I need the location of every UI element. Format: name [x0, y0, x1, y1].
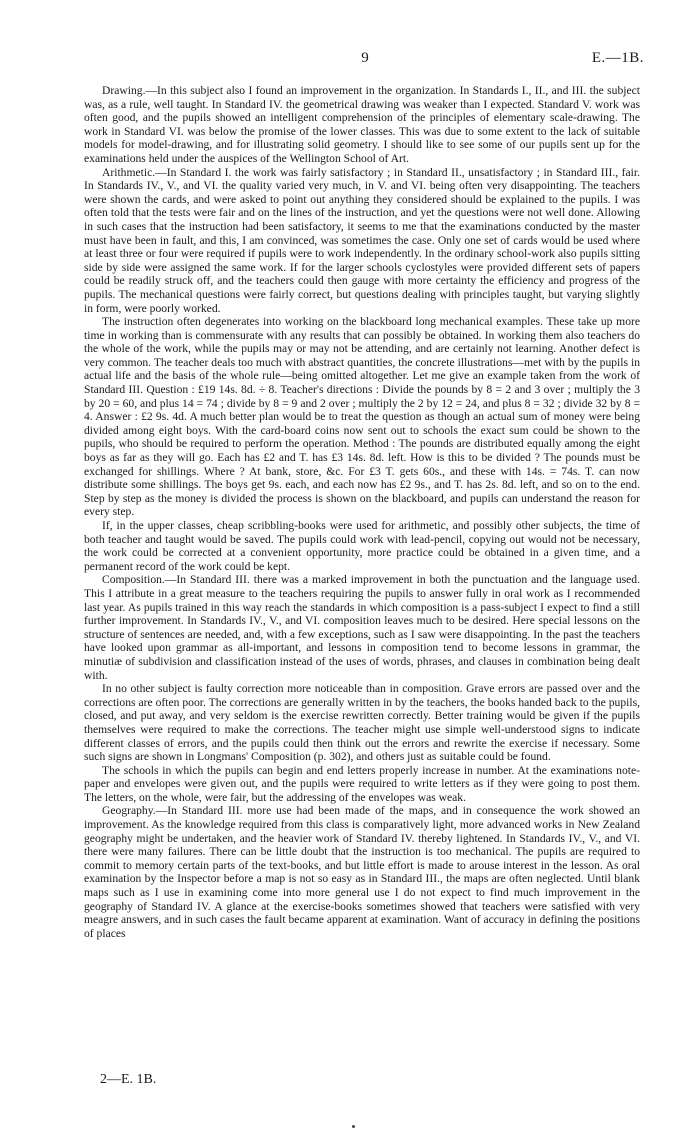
paragraph-correction: In no other subject is faulty correction more noticeable than in composition. Grave errors are passed over and the corrections are often poor. The corrections are generally written in by the teachers, the books handed back to the pupils, closed, and put away, and very seldom is the exercise rewritten correctly. Better training would be given if the pupils themselves were required to make the corrections. The teacher might use simple well-understood signs to indicate different classes of errors, and the pupils could then think out the errors and rewrite the exercise if necessary. Some such signs are shown in Longmans' Composition (p. 302), and others just as suitable could be found. — [84, 682, 640, 764]
page-number: 9 — [361, 50, 369, 66]
signature-mark: 2—E. 1B. — [100, 1072, 157, 1087]
paragraph-scribbling-books: If, in the upper classes, cheap scribbling-books were used for arithmetic, and possibly other subjects, the time of both teacher and taught would be saved. The pupils could work with lead-pencil, copying out would not be necessary, the work could be corrected at a convenient opportunity, more practice could be obtained in a given time, and a permanent record of the work could be kept. — [84, 519, 640, 573]
body-text — [84, 84, 640, 940]
document-reference: E.—1B. — [591, 50, 644, 66]
paragraph-arithmetic: Arithmetic.—In Standard I. the work was fairly satisfactory ; in Standard II., unsatisfactory ; in Standard III., fair. In Standards IV., V., and VI. the quality varied very much, in V. and VI. being often very disappointing. The teachers were shown the cards, and were asked to point out anything they considered should be explained to the pupils. I was often told that the tests were fair and on the lines of the instruction, and yet the questions were not well done. Allowing in such cases that the instruction had been satisfactory, it seems to me that the examinations conducted by the master must have been in fault, and this, I am convinced, was sometimes the case. Only one set of cards would be used where at least three or four were required if pupils were to work independently. In the ordinary school-work also pupils sitting side by side were assigned the same work. If for the larger schools cyclostyles were provided different sets of papers could be readily struck off, and the teachers could then gauge with more certainty the efficiency and progress of the pupils. The mechanical questions were fairly correct, but questions dealing with principles taught, but varying slightly in form, were poorly worked. — [84, 165, 640, 315]
paragraph-drawing: Drawing.—In this subject also I found an improvement in the organization. In Standards I., II., and III. the subject was, as a rule, well taught. In Standard IV. the geometrical drawing was weaker than I expected. Standard V. work was often good, and the pupils showed an intelligent comprehension of the principles of elementary scale-drawing. The work in Standard VI. was below the promise of the lower classes. This was due to some extent to the lack of suitable models for model-drawing, and for illustrating solid geometry. I should like to see some of our pupils sent up for the examinations held under the auspices of the Wellington School of Art. — [84, 84, 640, 165]
paragraph-letters: The schools in which the pupils can begin and end letters properly increase in number. At the examinations note-paper and envelopes were given out, and the pupils were required to write letters as if they were going to post them. The letters, on the whole, were fair, but the addressing of the envelopes was weak. — [84, 763, 640, 804]
paragraph-geography: Geography.—In Standard III. more use had been made of the maps, and in consequence the work showed an improvement. As the knowledge required from this class is comparatively light, more advanced works in New Zealand geography might be undertaken, and the heavier work of Standard IV. thereby lightened. In Standards IV., V., and VI. there were many failures. There can be little doubt that the instruction is too mechanical. The pupils are required to commit to memory certain parts of the text-books, and but little effort is made to arouse interest in the lesson. As oral examination by the Inspector before a map is not so easy as in Standard III., the maps are often neglected. Until blank maps such as I use in examining come into more general use I do not expect to find much improvement in the geography of Standard IV. A glance at the exercise-books sometimes showed that teachers were satisfied with very meagre answers, and in such cases the fault became apparent at examination. Want of accuracy in defining the positions of places — [84, 804, 640, 940]
paragraph-composition: Composition.—In Standard III. there was a marked improvement in both the punctuation and the language used. This I attribute in a great measure to the teachers requiring the pupils to answer fully in oral work as I recommended last year. As pupils trained in this way reach the standards in which composition is a pass-subject I expect to find a still further improvement. In Standards IV., V., and VI. composition leaves much to be desired. Here special lessons on the structure of sentences are needed, and, with a few exceptions, such as I saw were disappointing. In the past the teachers have looked upon grammar as all-important, and lessons in composition tend to become lessons in grammar, the minutiæ of subdivision and classification instead of the uses of words, phrases, and clauses in combination being dealt with. — [84, 573, 640, 682]
paragraph-arithmetic-instruction: The instruction often degenerates into working on the blackboard long mechanical examples. These take up more time in working than is commensurate with any results that can possibly be obtained. In working them also teachers do the whole of the work, while the pupils may or may not be attending, and are certainly not learning. Another defect is very common. The teacher deals too much with abstract quantities, the concrete illustrations—met with by the pupils in actual life and the basis of the whole rule—being omitted altogether. Let me give an example taken from the work of Standard III. Question : £19 14s. 8d. ÷ 8. Teacher's directions : Divide the pounds by 8 = 2 and 3 over ; multiply the 3 by 20 = 60, and plus 14 = 74 ; divide by 8 = 9 and 2 over ; multiply the 2 by 12 = 24, and plus 8 = 32 ; divide 32 by 8 = 4. Answer : £2 9s. 4d. A much better plan would be to treat the question as though an actual sum of money were being divided among eight boys. With the card-board coins now sent out to schools the exact sum could be shown to the pupils, who should be required to perform the operation. Method : The pounds are distributed equally among the eight boys as far as they will go. Each has £2 and T. has £3 14s. 8d. left. How is this to be divided ? The pounds must be exchanged for shillings. Where ? At bank, store, &c. For £3 T. gets 60s., and these with 14s. = 74s. T. can now distribute some shillings. The boys get 9s. each, and each now has £2 9s., and T. has 2s. 8d. left, and so on to the end. Step by step as the money is divided the process is shown on the blackboard, and pupils can understand the reason for every step. — [84, 315, 640, 519]
decorative-dot — [352, 1125, 355, 1128]
page-header — [80, 50, 650, 70]
